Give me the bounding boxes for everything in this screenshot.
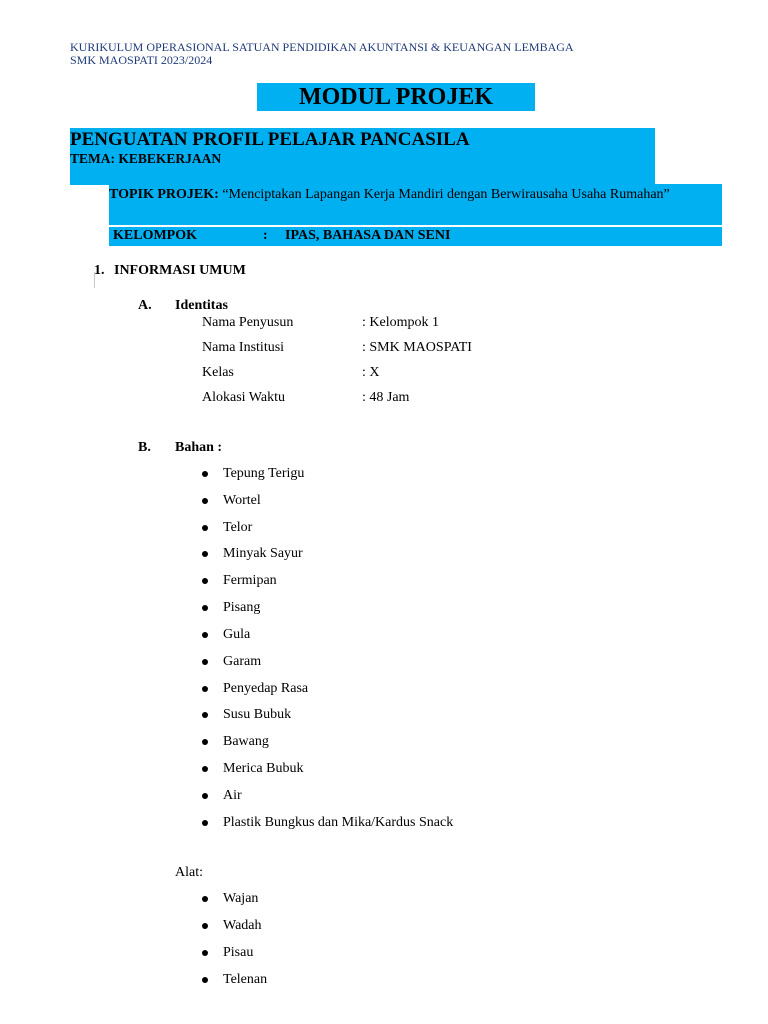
group-label: KELOMPOK [113,228,197,243]
materials-letter: B. [138,440,151,455]
bullet-icon [202,820,208,826]
bullet-icon [202,605,208,611]
list-item: Minyak Sayur [223,546,303,561]
bullet-icon [202,923,208,929]
list-item: Wortel [223,493,261,508]
section-title: INFORMASI UMUM [114,263,246,278]
topic-label: TOPIK PROJEK: [109,187,219,202]
list-item: Susu Bubuk [223,707,292,722]
list-item: Pisau [223,945,254,960]
section-number: 1. [94,263,105,278]
group-value: IPAS, BAHASA DAN SENI [285,228,451,243]
identity-label: Nama Penyusun [202,315,294,330]
bullet-icon [202,551,208,557]
banner-theme: TEMA: KEBEKERJAAN [70,151,222,166]
bullet-icon [202,659,208,665]
banner-title: PENGUATAN PROFIL PELAJAR PANCASILA [70,129,470,150]
topic-value: “Menciptakan Lapangan Kerja Mandiri dengan Berwirausaha Usaha Rumahan” [222,187,670,202]
bullet-icon [202,896,208,902]
group-colon: : [263,228,268,243]
bullet-icon [202,950,208,956]
list-item: Penyedap Rasa [223,681,309,696]
document-header [70,41,574,67]
identity-value: : SMK MAOSPATI [362,340,472,355]
bullet-icon [202,739,208,745]
page-title: MODUL PROJEK [298,84,493,110]
bullet-icon [202,686,208,692]
identity-label: Kelas [202,365,234,380]
list-item: Wadah [223,918,262,933]
list-item: Wajan [223,891,259,906]
identity-letter: A. [138,298,152,313]
list-item: Garam [223,654,262,669]
list-item: Bawang [223,734,269,749]
bullet-icon [202,766,208,772]
banner [70,128,655,185]
list-item: Air [223,788,242,803]
bullet-icon [202,578,208,584]
identity-heading: Identitas [175,298,228,313]
list-item: Plastik Bungkus dan Mika/Kardus Snack [223,815,454,830]
list-item: Fermipan [223,573,277,588]
list-item: Pisang [223,600,261,615]
list-item: Gula [223,627,251,642]
identity-value: : X [362,365,380,380]
group-box [109,227,722,246]
bullet-icon [202,977,208,983]
bullet-icon [202,712,208,718]
bullet-icon [202,498,208,504]
list-item: Merica Bubuk [223,761,304,776]
list-item: Telor [223,520,253,535]
materials-heading: Bahan : [175,440,223,455]
topic-box [109,184,722,225]
identity-value: : 48 Jam [362,390,410,405]
bullet-icon [202,471,208,477]
topic-line [109,187,670,203]
bullet-icon [202,525,208,531]
title-box [257,83,535,111]
identity-value: : Kelompok 1 [362,315,439,330]
list-item: Tepung Terigu [223,466,305,481]
identity-label: Alokasi Waktu [202,390,285,405]
tools-heading: Alat: [175,865,203,880]
header-line-1: KURIKULUM OPERASIONAL SATUAN PENDIDIKAN AKUNTANSI & KEUANGAN LEMBAGA [70,40,574,54]
identity-label: Nama Institusi [202,340,285,355]
header-line-2: SMK MAOSPATI 2023/2024 [70,53,213,67]
bullet-icon [202,793,208,799]
bullet-icon [202,632,208,638]
list-item: Telenan [223,972,268,987]
